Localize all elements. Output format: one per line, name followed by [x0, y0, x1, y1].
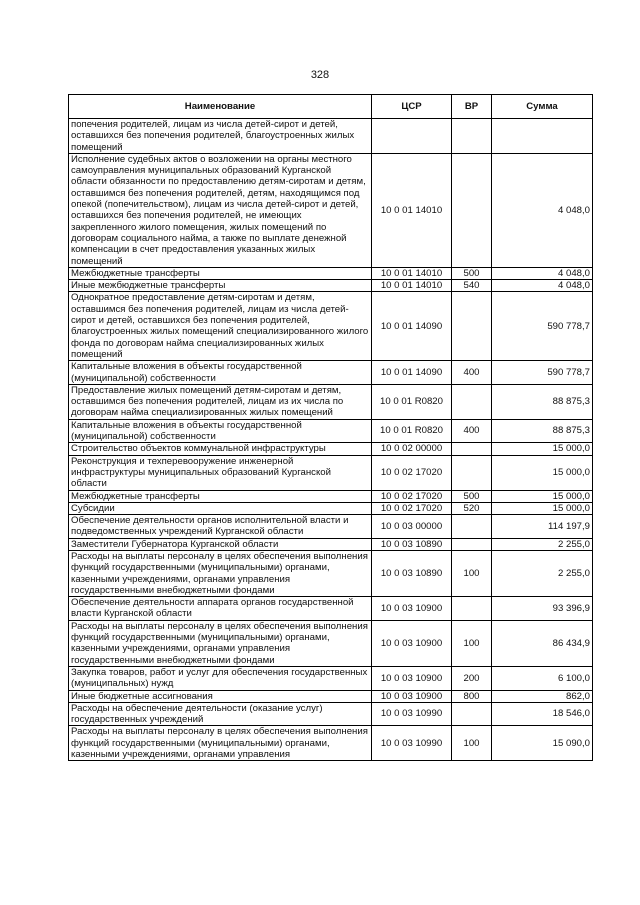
cell-name: Межбюджетные трансферты	[69, 490, 372, 502]
table-row	[69, 490, 593, 502]
cell-vr: 500	[452, 490, 492, 502]
cell-sum: 15 000,0	[492, 502, 593, 514]
table-row	[69, 538, 593, 550]
budget-table	[68, 94, 593, 761]
table-row	[69, 702, 593, 726]
cell-vr: 100	[452, 620, 492, 666]
cell-sum	[492, 119, 593, 154]
cell-csr: 10 0 01 14010	[372, 267, 452, 279]
cell-csr: 10 0 01 14010	[372, 280, 452, 292]
cell-sum: 590 778,7	[492, 361, 593, 385]
cell-csr: 10 0 03 10900	[372, 666, 452, 690]
cell-csr: 10 0 02 17020	[372, 490, 452, 502]
cell-sum: 590 778,7	[492, 292, 593, 361]
cell-vr	[452, 597, 492, 621]
cell-name: Субсидии	[69, 502, 372, 514]
cell-csr: 10 0 03 00000	[372, 515, 452, 539]
table-row	[69, 620, 593, 666]
cell-sum: 4 048,0	[492, 153, 593, 267]
cell-csr: 10 0 03 10990	[372, 726, 452, 761]
cell-csr: 10 0 03 10890	[372, 550, 452, 596]
cell-vr	[452, 153, 492, 267]
cell-vr: 540	[452, 280, 492, 292]
cell-sum: 15 000,0	[492, 490, 593, 502]
table-row	[69, 384, 593, 419]
header-vr: ВР	[452, 95, 492, 119]
cell-vr: 400	[452, 419, 492, 443]
header-csr: ЦСР	[372, 95, 452, 119]
cell-csr: 10 0 02 17020	[372, 502, 452, 514]
cell-sum: 86 434,9	[492, 620, 593, 666]
cell-csr: 10 0 01 R0820	[372, 419, 452, 443]
cell-name: Расходы на выплаты персоналу в целях обеспечения выполнения функций государственными (муниципальными) органами, казенными учреждениями, органами управления государственными внебюджетными фондами	[69, 550, 372, 596]
header-row	[69, 95, 593, 119]
cell-sum: 88 875,3	[492, 419, 593, 443]
cell-name: попечения родителей, лицам из числа детей-сирот и детей, оставшихся без попечения родителей, благоустроенных жилых помещений	[69, 119, 372, 154]
table-row	[69, 726, 593, 761]
cell-sum: 114 197,9	[492, 515, 593, 539]
cell-csr: 10 0 02 17020	[372, 455, 452, 490]
table-row	[69, 666, 593, 690]
table-row	[69, 515, 593, 539]
table-row	[69, 292, 593, 361]
cell-csr: 10 0 03 10900	[372, 690, 452, 702]
cell-vr: 400	[452, 361, 492, 385]
table-row	[69, 597, 593, 621]
cell-csr: 10 0 03 10900	[372, 597, 452, 621]
cell-vr	[452, 292, 492, 361]
cell-sum: 88 875,3	[492, 384, 593, 419]
table-row	[69, 119, 593, 154]
table-row	[69, 690, 593, 702]
cell-vr: 200	[452, 666, 492, 690]
cell-vr	[452, 538, 492, 550]
cell-name: Иные бюджетные ассигнования	[69, 690, 372, 702]
cell-vr	[452, 455, 492, 490]
cell-vr: 520	[452, 502, 492, 514]
cell-name: Межбюджетные трансферты	[69, 267, 372, 279]
cell-csr: 10 0 03 10990	[372, 702, 452, 726]
cell-name: Расходы на выплаты персоналу в целях обеспечения выполнения функций государственными (муниципальными) органами, казенными учреждениями, органами управления	[69, 726, 372, 761]
cell-name: Заместители Губернатора Курганской области	[69, 538, 372, 550]
table-header	[69, 95, 593, 119]
cell-csr: 10 0 01 14090	[372, 292, 452, 361]
table-row	[69, 280, 593, 292]
cell-csr: 10 0 01 14090	[372, 361, 452, 385]
header-name: Наименование	[69, 95, 372, 119]
cell-name: Однократное предоставление детям-сиротам и детям, оставшимся без попечения родителей, лицам из числа детей-сирот и детей, оставшихся без попечения родителей, благоустроенных жилых помещений специализированного жилого фонда по договорам найма специализированных жилых помещений	[69, 292, 372, 361]
cell-csr	[372, 119, 452, 154]
cell-sum: 18 546,0	[492, 702, 593, 726]
cell-sum: 93 396,9	[492, 597, 593, 621]
cell-name: Обеспечение деятельности аппарата органов государственной власти Курганской области	[69, 597, 372, 621]
table-row	[69, 267, 593, 279]
cell-sum: 2 255,0	[492, 538, 593, 550]
cell-vr	[452, 119, 492, 154]
cell-vr	[452, 443, 492, 455]
cell-name: Предоставление жилых помещений детям-сиротам и детям, оставшимся без попечения родителей, лицам из их числа по договорам найма специализированных жилых помещений	[69, 384, 372, 419]
cell-vr	[452, 702, 492, 726]
cell-csr: 10 0 01 R0820	[372, 384, 452, 419]
cell-vr	[452, 384, 492, 419]
table-row	[69, 153, 593, 267]
cell-vr: 100	[452, 726, 492, 761]
cell-sum: 4 048,0	[492, 280, 593, 292]
cell-csr: 10 0 01 14010	[372, 153, 452, 267]
cell-csr: 10 0 03 10900	[372, 620, 452, 666]
cell-name: Реконструкция и техперевооружение инженерной инфраструктуры муниципальных образований Курганской области	[69, 455, 372, 490]
cell-name: Иные межбюджетные трансферты	[69, 280, 372, 292]
cell-csr: 10 0 03 10890	[372, 538, 452, 550]
cell-vr: 100	[452, 550, 492, 596]
cell-sum: 6 100,0	[492, 666, 593, 690]
cell-csr: 10 0 02 00000	[372, 443, 452, 455]
cell-name: Строительство объектов коммунальной инфраструктуры	[69, 443, 372, 455]
cell-sum: 15 090,0	[492, 726, 593, 761]
table-row	[69, 361, 593, 385]
header-sum: Сумма	[492, 95, 593, 119]
table-row	[69, 443, 593, 455]
table-row	[69, 550, 593, 596]
table-row	[69, 419, 593, 443]
cell-name: Капитальные вложения в объекты государственной (муниципальной) собственности	[69, 361, 372, 385]
cell-name: Исполнение судебных актов о возложении на органы местного самоуправления муниципальных образований Курганской области обязанности по предоставлению детям-сиротам и детям, оставшимся без попечения родителей, детям, находящимся под опекой (попечительством), лицам из числа детей-сирот и детей, оставшихся без попечения родителей, не имеющих закрепленного жилого помещения, жилых помещений по договорам социального найма, а также по выплате денежной компенсации в счет предоставления указанных жилых помещений	[69, 153, 372, 267]
cell-vr: 500	[452, 267, 492, 279]
cell-sum: 4 048,0	[492, 267, 593, 279]
cell-name: Капитальные вложения в объекты государственной (муниципальной) собственности	[69, 419, 372, 443]
table-body	[69, 119, 593, 761]
cell-name: Расходы на обеспечение деятельности (оказание услуг) государственных учреждений	[69, 702, 372, 726]
table-row	[69, 455, 593, 490]
cell-sum: 15 000,0	[492, 443, 593, 455]
cell-sum: 862,0	[492, 690, 593, 702]
cell-sum: 2 255,0	[492, 550, 593, 596]
table-row	[69, 502, 593, 514]
cell-name: Обеспечение деятельности органов исполнительной власти и подведомственных учреждений Курганской области	[69, 515, 372, 539]
cell-name: Расходы на выплаты персоналу в целях обеспечения выполнения функций государственными (муниципальными) органами, казенными учреждениями, органами управления государственными внебюджетными фондами	[69, 620, 372, 666]
cell-vr: 800	[452, 690, 492, 702]
cell-vr	[452, 515, 492, 539]
page-number: 328	[310, 69, 330, 81]
cell-sum: 15 000,0	[492, 455, 593, 490]
cell-name: Закупка товаров, работ и услуг для обеспечения государственных (муниципальных) нужд	[69, 666, 372, 690]
